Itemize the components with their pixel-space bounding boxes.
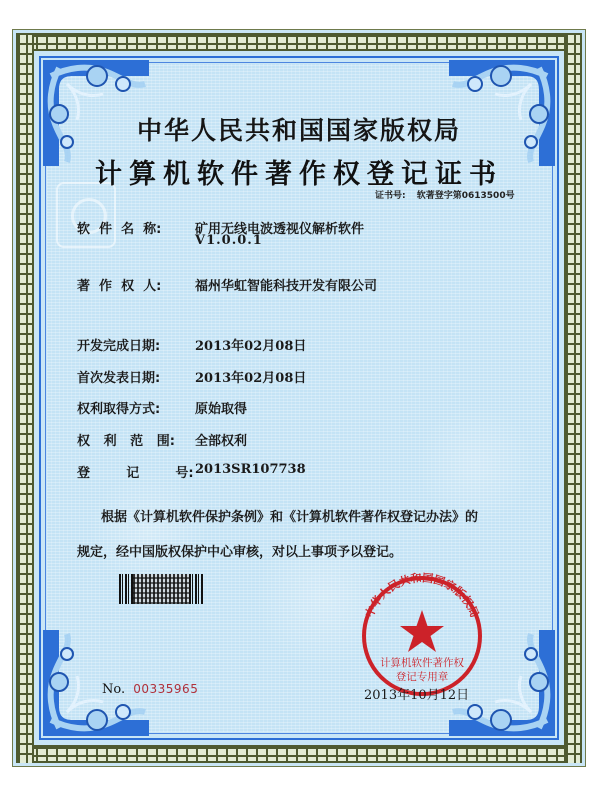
field-label: 权 利 范 围: <box>77 434 175 449</box>
statement-line-1: 根据《计算机软件保护条例》和《计算机软件著作权登记办法》的 <box>101 510 479 525</box>
serial-number-value: 00335965 <box>133 682 199 696</box>
issue-date: 2013年10月12日 <box>364 688 470 703</box>
serial-number-label: No. <box>102 682 126 697</box>
field-acquisition-method <box>77 398 247 417</box>
certificate-title: 计算机软件著作权登记证书 <box>95 159 503 190</box>
field-label: 著 作 权 人: <box>77 279 162 294</box>
field-value: 2013年02月08日 <box>195 339 307 354</box>
field-value: 福州华虹智能科技开发有限公司 <box>195 279 378 294</box>
certificate-number-label: 证书号: <box>375 191 406 201</box>
field-registration-number <box>77 462 306 481</box>
field-development-date <box>77 335 306 354</box>
svg-text:中华人民共和国国家版权局: 中华人民共和国国家版权局 <box>362 571 482 620</box>
software-version: V1.0.0.1 <box>195 233 263 248</box>
field-value: 2013SR107738 <box>195 462 306 477</box>
copyright-certificate <box>12 29 586 767</box>
barcode-matrix <box>133 574 189 604</box>
field-label: 首次发表日期: <box>77 371 161 386</box>
barcode-guard-right <box>189 574 203 604</box>
field-label: 登 记 号: <box>77 466 194 481</box>
barcode-icon <box>119 574 203 604</box>
greek-key-border-top <box>16 33 582 51</box>
field-value: 原始取得 <box>195 402 248 417</box>
field-value: 2013年02月08日 <box>195 371 307 386</box>
field-first-publication-date <box>77 367 306 386</box>
svg-text:登记专用章: 登记专用章 <box>395 671 449 683</box>
svg-text:计算机软件著作权: 计算机软件著作权 <box>380 657 464 669</box>
greek-key-border-bottom <box>16 745 582 763</box>
official-red-seal-icon <box>353 570 491 700</box>
certificate-number-value: 软著登字第0613500号 <box>416 191 515 201</box>
field-value: 全部权利 <box>195 434 248 449</box>
certificate-number <box>375 188 515 201</box>
field-label: 权利取得方式: <box>77 402 161 417</box>
field-value: 矿用无线电波透视仪解析软件 <box>195 222 365 237</box>
field-rights-scope <box>77 430 247 449</box>
field-label: 软 件 名 称: <box>77 222 162 237</box>
statement-line-2: 规定，经中国版权保护中心审核，对以上事项予以登记。 <box>77 545 403 560</box>
serial-number <box>102 682 198 697</box>
field-label: 开发完成日期: <box>77 339 161 354</box>
issuer-title: 中华人民共和国国家版权局 <box>136 116 461 145</box>
barcode-guard-left <box>119 574 133 604</box>
field-copyright-owner <box>77 275 377 294</box>
copyright-watermark-icon <box>56 182 116 248</box>
